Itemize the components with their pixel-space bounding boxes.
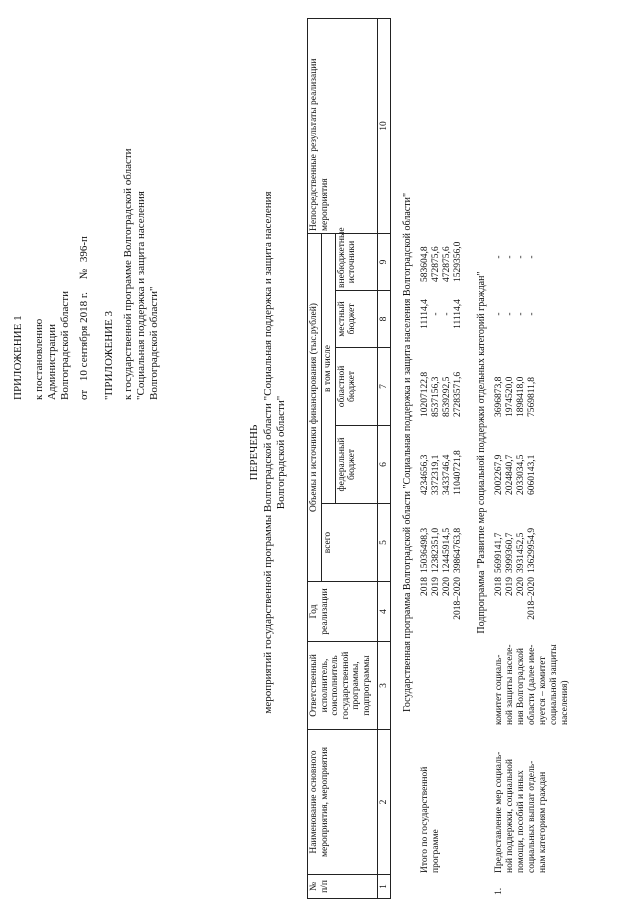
program-title: Государственная программа Волгоградской области "Социальная поддержка и защита населения Волгоградской области" <box>402 192 413 713</box>
col-name-header: Наименование основного мероприятия, мероприятия <box>308 730 378 875</box>
col-year-header: Год реализации <box>308 582 378 642</box>
item-ext-2019: - <box>505 255 515 259</box>
col-incl-header: в том числе <box>322 233 336 503</box>
col-num-2: 2 <box>377 730 391 875</box>
item-resp-line2: ной защиты населе- <box>505 644 515 725</box>
item-loc-2018: - <box>494 312 504 316</box>
total-loc-2019: - <box>431 312 441 316</box>
program-ref-line3: Волгоградской области" <box>148 286 160 400</box>
col-num-6: 6 <box>377 426 391 504</box>
decree-date: 10 сентября 2018 г. <box>78 292 90 382</box>
item-sum-all: 13629954,9 <box>527 527 537 573</box>
measures-table-header <box>307 18 391 899</box>
appendix-label: ПРИЛОЖЕНИЕ 1 <box>12 315 24 400</box>
total-ext-2018: 583604,8 <box>420 246 430 282</box>
item-name-line4: социальных выплат отдель- <box>527 760 537 873</box>
item-years <box>494 577 538 633</box>
col-resp-header: Ответственный исполнитель, соисполнитель государственной программы, подпрограммы <box>308 642 378 730</box>
total-sum-2020: 12445914,5 <box>442 527 452 573</box>
total-year-all: 2018–2020 <box>453 577 463 620</box>
total-obl-2018: 10207122,8 <box>420 371 430 417</box>
col-no-header: № п/п <box>308 875 378 899</box>
col-fed-header: федеральный бюджет <box>335 426 377 504</box>
item-year-2018: 2018 <box>494 577 504 596</box>
item-fed-2018: 2002267,9 <box>494 454 504 495</box>
col-total-header: всего <box>322 504 378 582</box>
item-year-all: 2018–2020 <box>527 577 537 620</box>
header-block <box>12 20 161 400</box>
item-name-line2: ной поддержки, социальной <box>505 759 515 873</box>
item-extra-col <box>494 232 538 282</box>
col-ext-header: внебюджетные источники <box>335 233 377 290</box>
total-extra-col <box>420 242 464 282</box>
col-num-9: 9 <box>377 233 391 290</box>
total-obl-2019: 8537156,3 <box>431 376 441 417</box>
col-num-4: 4 <box>377 582 391 642</box>
item-name-line5: ным категориям граждан <box>538 771 548 873</box>
item-sum-2019: 3999360,7 <box>505 532 515 573</box>
total-year-2018: 2018 <box>420 577 430 596</box>
col-result-header: Непосредственные результаты реализации мероприятия <box>308 18 378 233</box>
total-sum-col <box>420 528 464 573</box>
total-loc-all: 11114,4 <box>453 299 463 329</box>
total-ext-2020: 472875,6 <box>442 246 452 282</box>
total-sum-2019: 12382351,0 <box>431 527 441 573</box>
total-loc-2020: - <box>442 312 452 316</box>
item-loc-all: - <box>527 312 537 316</box>
item-sum-2018: 5699141,7 <box>494 532 504 573</box>
item-resp-line6: социальной защиты <box>549 644 559 725</box>
item-fed-2019: 2024840,7 <box>505 454 515 495</box>
region-label: Волгоградской области <box>59 291 71 400</box>
item-year-2020: 2020 <box>516 577 526 596</box>
item-obl-2018: 3696873,8 <box>494 376 504 417</box>
title-line3: Волгоградской области" <box>275 395 287 510</box>
total-regional-col <box>420 372 464 417</box>
item-ext-2020: - <box>516 255 526 259</box>
total-ext-all: 1529356,0 <box>453 241 463 282</box>
item-loc-2019: - <box>505 312 515 316</box>
total-obl-all: 27283571,6 <box>453 371 463 417</box>
item-resp-line3: ния Волгоградской <box>516 648 526 725</box>
total-fed-2019: 3372319,1 <box>431 454 441 495</box>
total-label-line1: Итого по государственной <box>420 766 430 873</box>
item-year-2019: 2019 <box>505 577 515 596</box>
program-ref-line1: к государственной программе Волгоградской области <box>122 148 134 400</box>
item-regional-col <box>494 377 538 417</box>
item-name-line3: помощи, пособий и иных <box>516 770 526 873</box>
subprogram-title: Подпрограмма "Развитие мер социальной поддержки отдельных категорий граждан" <box>476 271 487 634</box>
total-local-col <box>420 289 464 339</box>
item-obl-2019: 1974520,0 <box>505 376 515 417</box>
total-fed-2020: 3433746,4 <box>442 454 452 495</box>
decree-number: 396-п <box>78 236 90 263</box>
number-sign: № <box>78 268 90 280</box>
item-sum-col <box>494 528 538 573</box>
total-loc-2018: 11114,4 <box>420 299 430 329</box>
total-year-2020: 2020 <box>442 577 452 596</box>
item-fed-2020: 2033034,5 <box>516 454 526 495</box>
item-sum-2020: 3931452,5 <box>516 532 526 573</box>
col-loc-header: местный бюджет <box>335 291 377 348</box>
col-num-7: 7 <box>377 348 391 426</box>
total-fed-2018: 4234656,3 <box>420 454 430 495</box>
total-fed-all: 11040721,8 <box>453 450 463 495</box>
item-name-line1: Предоставление мер социаль- <box>494 751 504 873</box>
total-sum-all: 39864763,8 <box>453 527 463 573</box>
item-resp <box>494 644 571 725</box>
total-years <box>420 577 464 633</box>
total-obl-2020: 8539292,5 <box>442 376 452 417</box>
item-obl-all: 7569811,8 <box>527 376 537 417</box>
item-obl-2020: 1898418,0 <box>516 376 526 417</box>
item-name <box>494 752 549 873</box>
total-federal-col <box>420 450 464 495</box>
page-title: ПЕРЕЧЕНЬ <box>248 424 260 481</box>
decree-date-line <box>78 20 91 400</box>
appendix3-label: "ПРИЛОЖЕНИЕ 3 <box>103 310 115 400</box>
from-label: от <box>78 389 90 400</box>
total-year-2019: 2019 <box>431 577 441 596</box>
to-decree-label: к постановлению <box>33 318 45 400</box>
total-label-line2: программе <box>431 829 441 873</box>
col-obl-header: областной бюджет <box>335 348 377 426</box>
item-loc-2020: - <box>516 312 526 316</box>
item-number: 1. <box>494 887 504 895</box>
program-ref-line2: "Социальная поддержка и защита населения <box>135 191 147 400</box>
title-line2: мероприятий государственной программы Волгоградской области "Социальная поддержка и защита населения <box>262 191 274 714</box>
item-ext-2018: - <box>494 255 504 259</box>
item-ext-all: - <box>527 255 537 259</box>
total-ext-2019: 472875,6 <box>431 246 441 282</box>
col-funding-header: Объемы и источники финансирования (тыс.рублей) <box>308 233 322 581</box>
col-num-1: 1 <box>377 875 391 899</box>
total-sum-2018: 15036498,3 <box>420 527 430 573</box>
admin-label: Администрации <box>46 323 58 400</box>
col-num-8: 8 <box>377 291 391 348</box>
item-federal-col <box>494 455 538 495</box>
item-resp-line1: комитет социаль- <box>494 654 504 725</box>
item-fed-all: 6060143,1 <box>527 454 537 495</box>
item-resp-line7: населения) <box>560 680 570 725</box>
col-num-3: 3 <box>377 642 391 730</box>
item-local-col <box>494 289 538 339</box>
item-resp-line5: нуется – комитет <box>538 656 548 725</box>
col-num-10: 10 <box>377 18 391 233</box>
item-resp-line4: области (далее име- <box>527 644 537 725</box>
col-num-5: 5 <box>377 504 391 582</box>
